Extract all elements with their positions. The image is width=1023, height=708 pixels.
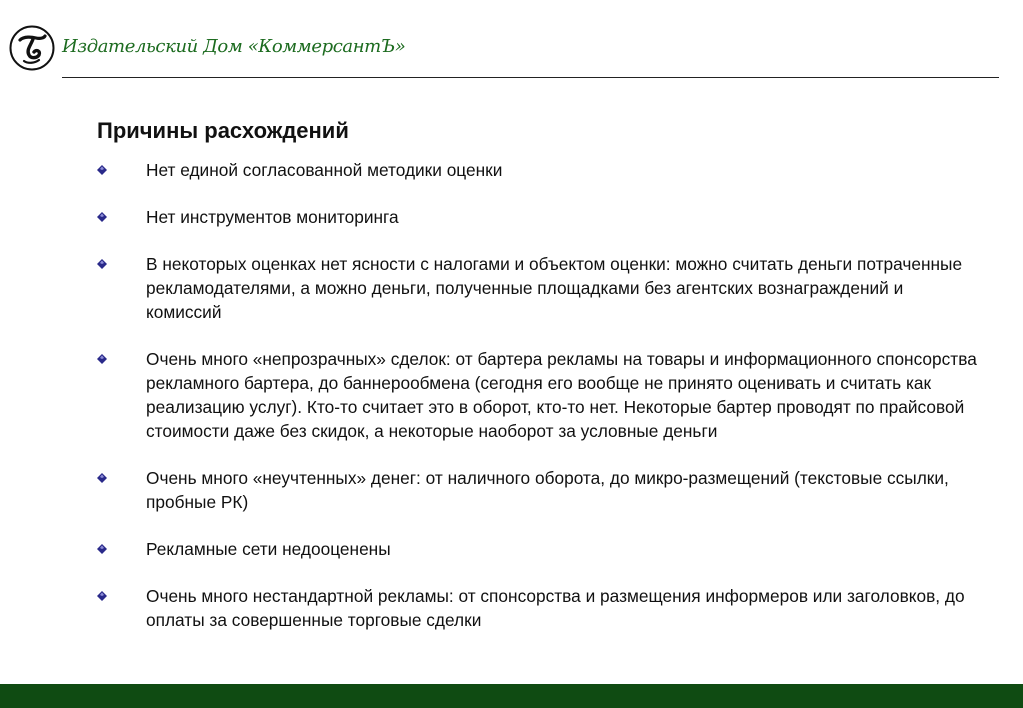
bullet-text: Рекламные сети недооценены [146, 539, 391, 559]
bullet-list [97, 158, 977, 655]
bullet-text: Нет инструментов мониторинга [146, 207, 399, 227]
list-item [97, 584, 977, 632]
bullet-text: Очень много «неучтенных» денег: от наличного оборота, до микро-размещений (текстовые ссылки, пробные РК) [146, 468, 949, 512]
footer-bar [0, 684, 1023, 708]
list-item [97, 158, 977, 182]
diamond-bullet-icon [97, 591, 107, 601]
diamond-bullet-icon [97, 354, 107, 364]
diamond-bullet-icon [97, 473, 107, 483]
slide-title: Причины расхождений [97, 118, 349, 143]
diamond-bullet-icon [97, 212, 107, 222]
bullet-text: Очень много нестандартной рекламы: от спонсорства и размещения информеров или заголовков, до оплаты за совершенные торговые сделки [146, 586, 965, 630]
diamond-bullet-icon [97, 259, 107, 269]
header-divider [62, 77, 999, 78]
list-item [97, 347, 977, 443]
list-item [97, 466, 977, 514]
list-item [97, 252, 977, 324]
bullet-text: Очень много «непрозрачных» сделок: от бартера рекламы на товары и информационного спонсорства рекламного бартера, до баннерообмена (сегодня его вообще не принято оценивать и считать как реализацию услуг). Кто-то считает это в оборот, кто-то нет. Некоторые бартер проводят по прайсовой стоимости даже без скидок, а некоторые наоборот за условные деньги [146, 349, 977, 441]
bullet-text: Нет единой согласованной методики оценки [146, 160, 503, 180]
list-item [97, 537, 977, 561]
diamond-bullet-icon [97, 165, 107, 175]
bullet-text: В некоторых оценках нет ясности с налогами и объектом оценки: можно считать деньги потраченные рекламодателями, а можно деньги, полученные площадками без агентских вознаграждений и комиссий [146, 254, 963, 322]
list-item [97, 205, 977, 229]
publisher-brand-name: Издательский Дом «КоммерсантЪ» [62, 36, 406, 57]
kommersant-logo-icon [9, 25, 55, 71]
diamond-bullet-icon [97, 544, 107, 554]
